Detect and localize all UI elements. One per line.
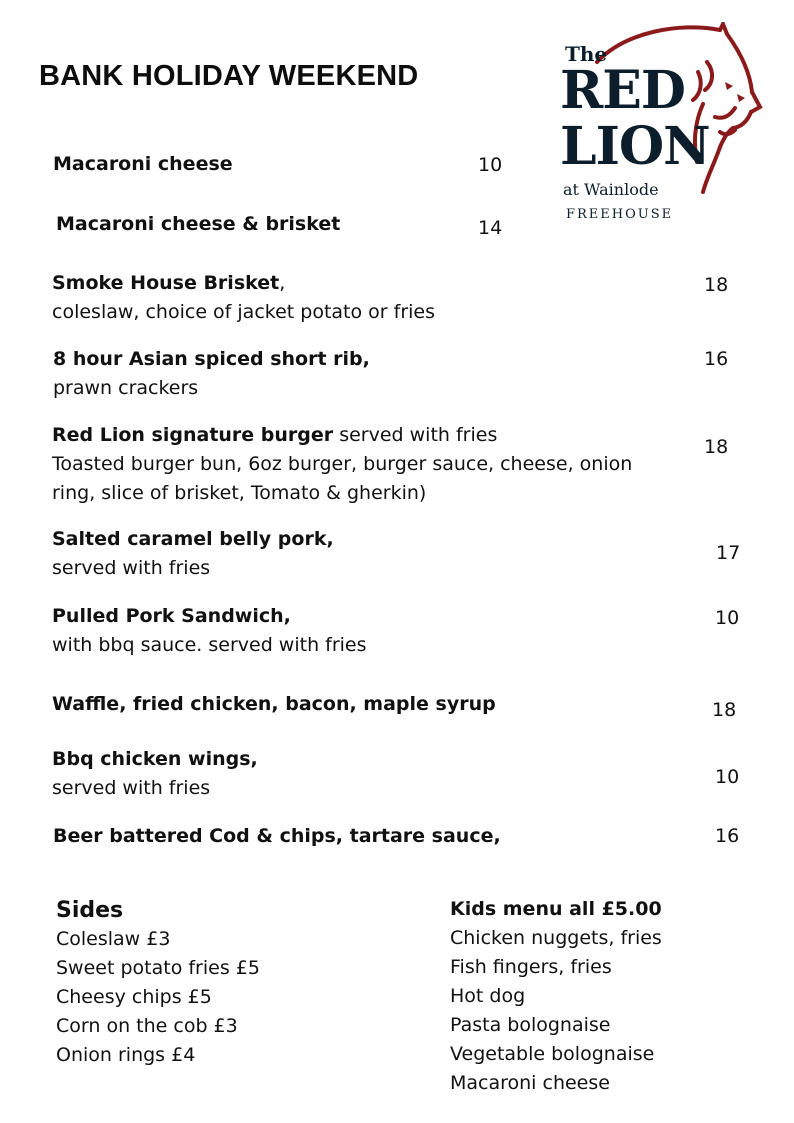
menu-item xyxy=(52,269,692,327)
kids-item: Fish fingers, fries xyxy=(450,956,612,978)
item-price: 18 xyxy=(704,436,729,458)
logo-red: RED xyxy=(560,60,685,121)
item-price: 16 xyxy=(715,825,740,847)
kids-item: Vegetable bolognaise xyxy=(450,1043,655,1065)
logo-the: The xyxy=(565,42,608,66)
menu-item xyxy=(52,690,692,719)
item-description: prawn crackers xyxy=(53,377,199,399)
menu-item xyxy=(52,525,692,583)
item-name: Red Lion signature burger xyxy=(52,424,334,446)
item-description: coleslaw, choice of jacket potato or fries xyxy=(52,301,436,323)
menu-item xyxy=(52,421,692,508)
side-item: Coleslaw £3 xyxy=(56,928,171,950)
logo-lion: LION xyxy=(560,116,710,177)
item-name-suffix: , xyxy=(279,272,286,294)
item-name: Salted caramel belly pork, xyxy=(52,528,334,550)
menu-item xyxy=(53,150,693,179)
item-name: Waffle, fried chicken, bacon, maple syrup xyxy=(52,693,496,715)
kids-section xyxy=(450,895,662,1098)
side-item: Cheesy chips £5 xyxy=(56,986,212,1008)
item-description: served with fries xyxy=(52,557,211,579)
sides-title: Sides xyxy=(56,898,124,923)
menu-item xyxy=(52,745,692,803)
item-description-line2: ring, slice of brisket, Tomato & gherkin) xyxy=(52,482,427,504)
item-name: Beer battered Cod & chips, tartare sauce, xyxy=(53,825,501,847)
item-price: 14 xyxy=(478,217,503,239)
kids-title: Kids menu all £5.00 xyxy=(450,898,662,920)
menu-item xyxy=(52,602,692,660)
item-name: Pulled Pork Sandwich, xyxy=(52,605,291,627)
kids-item: Macaroni cheese xyxy=(450,1072,610,1094)
kids-item: Chicken nuggets, fries xyxy=(450,927,662,949)
page-title: BANK HOLIDAY WEEKEND xyxy=(39,60,419,92)
item-price: 10 xyxy=(715,607,740,629)
item-price: 16 xyxy=(704,348,729,370)
item-price: 18 xyxy=(712,699,737,721)
logo-freehouse: FREEHOUSE xyxy=(566,207,674,222)
item-name-suffix: served with fries xyxy=(333,424,498,446)
item-price: 10 xyxy=(715,766,740,788)
kids-item: Pasta bolognaise xyxy=(450,1014,611,1036)
item-description: served with fries xyxy=(52,777,211,799)
menu-item xyxy=(56,210,696,239)
item-name: Bbq chicken wings, xyxy=(52,748,258,770)
menu-item xyxy=(53,822,693,851)
item-price: 18 xyxy=(704,274,729,296)
item-name: Smoke House Brisket xyxy=(52,272,280,294)
side-item: Onion rings £4 xyxy=(56,1044,196,1066)
item-description: Toasted burger bun, 6oz burger, burger sauce, cheese, onion xyxy=(52,453,633,475)
item-name: Macaroni cheese & brisket xyxy=(56,213,341,235)
item-price: 17 xyxy=(716,542,741,564)
item-name: 8 hour Asian spiced short rib, xyxy=(53,348,370,370)
side-item: Corn on the cob £3 xyxy=(56,1015,238,1037)
menu-item xyxy=(53,345,693,403)
item-name: Macaroni cheese xyxy=(53,153,233,175)
item-price: 10 xyxy=(478,154,503,176)
kids-item: Hot dog xyxy=(450,985,526,1007)
item-description: with bbq sauce. served with fries xyxy=(52,634,367,656)
side-item: Sweet potato fries £5 xyxy=(56,957,260,979)
logo-location: at Wainlode xyxy=(563,180,659,199)
sides-section xyxy=(56,896,260,1070)
